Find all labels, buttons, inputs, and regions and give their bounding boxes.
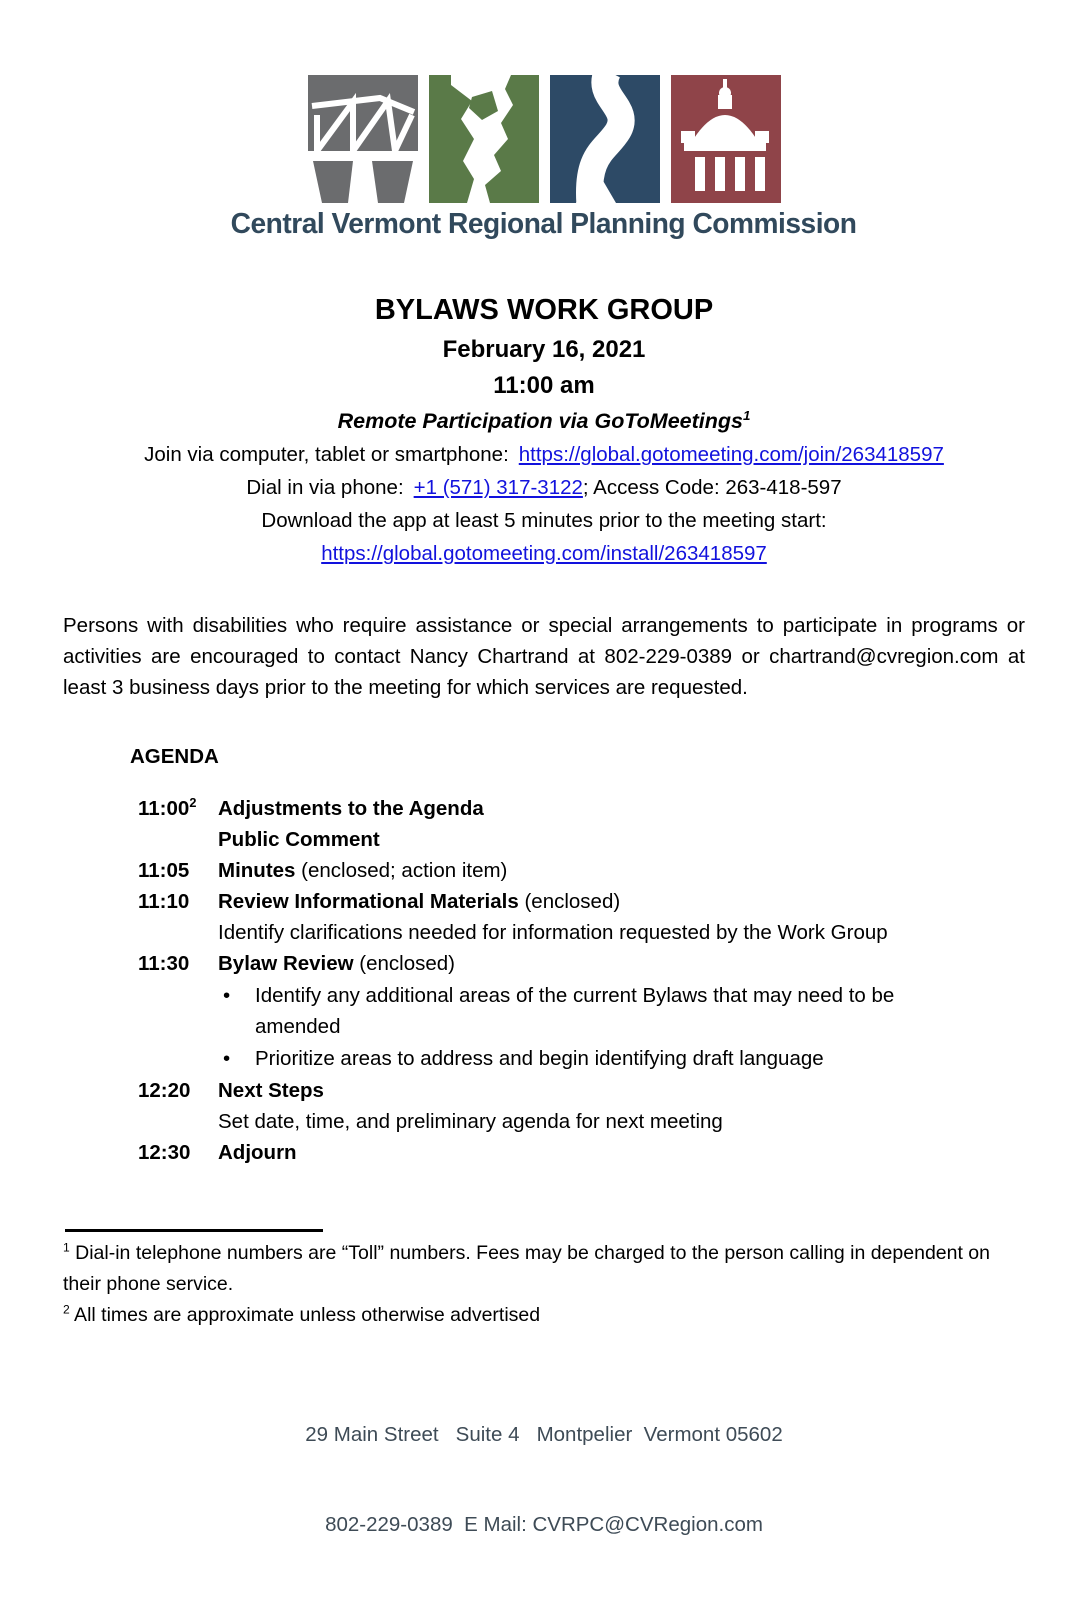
dial-label: Dial in via phone: xyxy=(246,476,404,499)
agenda-time: 11:30 xyxy=(138,952,190,975)
install-link[interactable]: https://global.gotomeeting.com/install/263418597 xyxy=(321,542,767,565)
agenda-content xyxy=(218,917,888,948)
agenda-content xyxy=(218,1106,723,1137)
logo-tiles xyxy=(308,75,781,203)
meeting-title: BYLAWS WORK GROUP xyxy=(374,294,714,326)
agenda-content xyxy=(218,948,927,1075)
accessibility-notice: Persons with disabilities who require assistance or special arrangements to participate in programs or activities are encouraged to contact Nancy Chartrand at 802-229-0389 or chartrand@cvregion.com at least 3 business days prior to the meeting for which services are requested. xyxy=(63,614,1025,699)
footer-contact: 802-229-0389 E Mail: CVRPC@CVRegion.com xyxy=(325,1513,763,1536)
bullet-icon: • xyxy=(223,984,231,1007)
capitol-dome-icon xyxy=(671,75,781,203)
agenda-item-title: Next Steps xyxy=(218,1079,324,1102)
meeting-header xyxy=(63,294,1025,566)
agenda-time xyxy=(138,1106,218,1137)
agenda-content xyxy=(218,824,380,855)
footnote-ref-2: 2 xyxy=(189,795,197,811)
agenda-line xyxy=(218,1137,297,1168)
agenda-time: 11:05 xyxy=(138,859,190,882)
agenda-item-title: Minutes xyxy=(218,859,296,882)
remote-participation-note xyxy=(63,409,1025,434)
agenda-time xyxy=(138,917,218,948)
access-code: ; Access Code: 263-418-597 xyxy=(582,476,842,499)
agenda-line xyxy=(218,824,380,855)
join-meeting-link[interactable]: https://global.gotomeeting.com/join/263418597 xyxy=(518,443,944,466)
agenda-time: 12:30 xyxy=(138,1141,191,1164)
agenda-item xyxy=(63,1106,1025,1137)
footnote-marker: 1 xyxy=(63,1240,70,1255)
river-icon xyxy=(550,75,660,203)
agenda-heading: AGENDA xyxy=(130,745,219,768)
footnote: $^1$ Dial-in telephone numbers are “Toll” numbers. Fees may be charged to the person calling in dependent on their phone service. xyxy=(63,1240,990,1295)
footnote-marker: 2 xyxy=(63,1302,70,1317)
agenda-content xyxy=(218,793,484,824)
document-footer xyxy=(63,1360,1025,1600)
agenda-content xyxy=(218,886,620,917)
agenda-time: 11:10 xyxy=(138,890,190,913)
agenda-item xyxy=(63,793,1025,824)
agenda-time xyxy=(138,824,218,855)
bullet-icon: • xyxy=(223,1047,231,1070)
agenda-line xyxy=(218,1075,324,1106)
agenda-time: 12:20 xyxy=(138,1079,191,1102)
agenda-item-suffix: (enclosed) xyxy=(518,890,621,913)
agenda-item-title: Adjourn xyxy=(218,1141,297,1164)
agenda-time: $11:00^2$ xyxy=(138,795,197,820)
join-line xyxy=(63,443,1025,467)
agenda-item-title: Adjustments to the Agenda xyxy=(218,797,484,820)
agenda-line xyxy=(218,886,620,917)
agenda-item xyxy=(63,886,1025,917)
agenda-line xyxy=(218,793,484,824)
footnote: $^2$ All times are approximate unless otherwise advertised xyxy=(63,1302,541,1326)
agenda-item-suffix: (enclosed; action item) xyxy=(295,859,508,882)
footer-address: 29 Main Street Suite 4 Montpelier Vermont 05602 xyxy=(305,1423,783,1446)
agenda-item xyxy=(63,1075,1025,1106)
bullet-text: Identify any additional areas of the current Bylaws that may need to be amended xyxy=(255,984,895,1038)
agenda-item-title: Bylaw Review xyxy=(218,952,354,975)
agenda-item xyxy=(63,917,1025,948)
agenda-list xyxy=(63,793,1025,1168)
agenda-item-title: Public Comment xyxy=(218,828,380,851)
agenda-line: Set date, time, and preliminary agenda for next meeting xyxy=(218,1110,723,1133)
bullet-text: Prioritize areas to address and begin identifying draft language xyxy=(255,1047,824,1070)
dial-line xyxy=(63,476,1025,500)
agenda-bullet xyxy=(218,980,927,1042)
agenda-line xyxy=(218,855,507,886)
footnotes xyxy=(63,1238,1025,1331)
join-label: Join via computer, tablet or smartphone: xyxy=(144,443,509,466)
agenda-line: Identify clarifications needed for information requested by the Work Group xyxy=(218,921,888,944)
agenda-section xyxy=(63,745,1025,1168)
footnote-ref-1: 1 xyxy=(742,407,751,423)
install-line xyxy=(63,542,1025,566)
vermont-state-icon xyxy=(429,75,539,203)
meeting-date: February 16, 2021 xyxy=(442,336,646,363)
agenda-item-title: Review Informational Materials xyxy=(218,890,519,913)
agenda-item xyxy=(63,948,1025,1075)
cvrpc-logo xyxy=(63,0,1025,241)
agenda-item xyxy=(63,855,1025,886)
agenda-item xyxy=(63,1137,1025,1168)
agenda-content xyxy=(218,1075,324,1106)
remote-participation-label: Remote Participation via GoToMeetings xyxy=(337,409,743,433)
agenda-item xyxy=(63,824,1025,855)
meeting-time: 11:00 am xyxy=(493,372,595,399)
agenda-item-suffix: (enclosed) xyxy=(353,952,456,975)
footnote-separator xyxy=(65,1229,323,1232)
phone-link[interactable]: +1 (571) 317-3122 xyxy=(413,476,583,499)
agenda-content xyxy=(218,1137,297,1168)
bridge-icon xyxy=(308,75,418,203)
logo-wordmark: Central Vermont Regional Planning Commission xyxy=(231,208,857,240)
agenda-content xyxy=(218,855,507,886)
agenda-line xyxy=(218,948,927,979)
agenda-bullet xyxy=(218,1043,927,1074)
download-instruction: Download the app at least 5 minutes prior to the meeting start: xyxy=(261,509,827,532)
